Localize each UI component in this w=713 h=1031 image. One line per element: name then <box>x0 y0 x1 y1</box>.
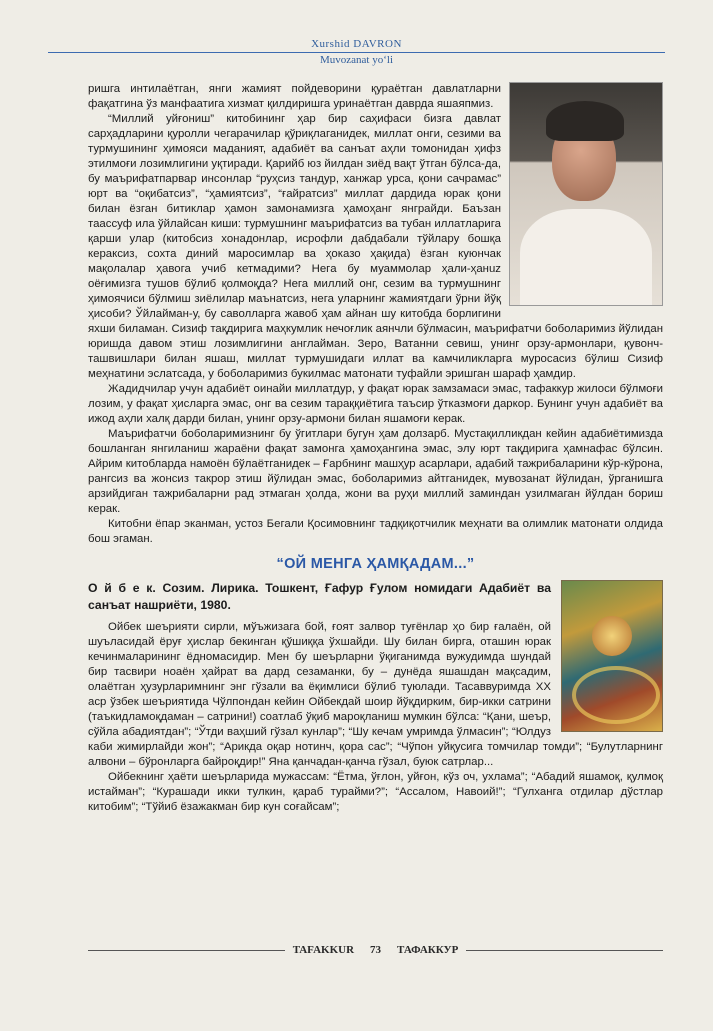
footer-rule-right <box>466 950 663 951</box>
section-title: “ОЙ МЕНГА ҲАМҚАДАМ...” <box>276 556 475 572</box>
header-series: Muvozanat yo‘li <box>319 54 393 66</box>
page-footer <box>88 944 663 956</box>
book-cover-image <box>561 580 663 732</box>
author-photo <box>509 82 663 306</box>
review-paragraph-1: Ойбек шеърияти сирли, мўъжизага бой, ғоят залвор туғёнлар ҳо бир ғалаён, ой шуълаcидай ёруғ ҳислар бекинган қўшиққа ўхшайди. Шу билан бирга, оташин юрак кечинмаларининг ёдномасидир. Мен бу шеърларни ўқиганимда вужудимда шундай бир тасвири ноаён ҳайрат ва дард сезаманки, бу – дунёда яшашдан мақсадим, олаётган ҳузурларимнинг энг гўзали ва ёқимлиси бўлиб туюлади. Тасаввуримда ХХ аср ўзбек шеъриятида Чўлпондан кейин Ойбекдай шоир йўқдирким, бир-икки сатрини (таъкидламоқдаман – сатрини!) соатлаб ўқиб мароқланиш мумкин бўлса: “Қани, шеър, сўйла абадиятдан”; “Ўтди ваҳший гўзал кунлар”; “Шу кечам умримда ўлмасин”; “Юлдуз каби жимирлайди жон”; “Арикда оқар нотинч, қора сас”; “Чўпон уйқусига томчилар томди”; “Булутларнинг алвони – бўронларга байроқдир!” Яна қанчадан-қанча гўзал, буюк сатрлар... <box>88 621 663 768</box>
article-paragraph-4: Маърифатчи боболаримизнинг бу ўгитлари бугун ҳам долзарб. Мустақилликдан кейин адабиётимизда бошланган янгиланиш жараёни фақат замонга ҳамоҳангина эмас, элу юрт тақдирига ҳамнафас бўлсин. Айрим китобларда намоён бўлаётганидек – Ғарбнинг машҳур асарлари, адабий тажрибаларини кўр-кўрона, рангсиз ва жонсиз такрор этиш йўлидан эмас, боболаримиз айтганидек, мувозанат йўлидан, ўрганишга арзийдиган тажрибаларни рад этмаган ҳолда, жони ва руҳи миллий заминдан узилмаган йўлдан бориш керак. <box>88 428 663 515</box>
cover-sun-shape <box>592 616 632 656</box>
footer-left-label: TAFAKKUR <box>292 944 355 956</box>
article-paragraph-5: Китобни ёпар эканман, устоз Бегали Қосимовнинг тадқиқотчилик меҳнати ва олимлик матонати олдида бош эгаман. <box>88 518 663 545</box>
cover-swirl-shape <box>572 666 660 724</box>
article-body <box>88 82 663 815</box>
book-bibliography: О й б е к. Созим. Лирика. Тошкент, Ғафур Ғулом номидаги Адабиёт ва санъат нашриёти, 1980. <box>88 581 551 612</box>
header-rule <box>48 52 665 53</box>
page-number: 73 <box>370 944 382 956</box>
photo-hair <box>546 101 624 141</box>
running-header <box>0 38 713 66</box>
header-author: Xurshid DAVRON <box>311 38 402 50</box>
review-paragraph-2: Ойбекнинг ҳаёти шеърларида мужассам: “Ётма, ўғлон, уйғон, кўз оч, ухлама”; “Абадий яшамоқ, қулмоқ истайман”; “Курашади икки тулкин, қараб турайми?”; “Ассалом, Навоий!”; “Гулханга отдилар дўстлар китобим”; “Тўйиб ёзажакман бир кун соғайсам”; <box>88 771 663 813</box>
article-paragraph-1: ришга интилаётган, янги жамият пойдеворини қураётган давлатларни фақатгина ўз манфаатига хизмат қилдиришга уринаётган даврда яшаяпмиз. <box>88 83 501 110</box>
photo-shirt <box>520 209 652 306</box>
footer-rule-left <box>88 950 285 951</box>
footer-right-label: ТАФАККУР <box>397 944 459 956</box>
article-paragraph-3: Жадидчилар учун адабиёт оинайи миллатдур, у фақат юрак замзамаси эмас, тафаккур жилоси бўлмоғи лозим, у фақат ҳисларга эмас, онг ва сезим тараққиётига таъсир ўтказмоғи даркор. Бунинг учун адабиёт ва ижод аҳли халқ дарди билан, унинг орзу-армони билан яшамоғи керак. <box>88 383 663 425</box>
article-paragraph-2: “Миллий уйғониш” китобининг ҳар бир саҳифаси бизга давлат сарҳадларини қуролли чегарачилар қўриқлаганидек, миллат онги, сезими ва турмушининг ҳимояси маданият, адабиёт ва санъат аҳли томонидан ҳифз этилмоғи лозимлигини уқтиради. Қарийб юз йилдан зиёд вақт ўтган бўлса-да, бу маърифатпарвар инсонлар “руҳсиз тандур, ханжар урса, қони сачрамас” юрт ва “оқибатсиз”, “ҳамиятсиз”, “ғайратсиз” миллат дардида юрак қони билан ёзган битиклар ҳамон замонамизга ҳамоҳанг янграйди. Баъзан таассуф ила ўйлайсан киши: турмушнинг маърифатсиз ва тубан иллатларига қарши улар (китобсиз хонадонлар, исрофли дабдабали тўйлару бошқа кераксиз, сохта диний маросимлар ва ҳоказо ҳақида) ёзган куюнчак мақолалар ҳавога учиб кетмадими? Негa бу муаммолар ҳали-ҳанuz оёғимизга тушов бўлиб қолмоқда? Нега миллий онг, сезим ва турмушнинг ҳимоячиси бўлмиш зиёлилар маънатсиз, нега уларнинг жамиятдаги ўрни йўқ ҳисоби? Ўйлайман-у, бу саволларга жавоб ҳам айнан шу китобда борлигини яхши биламан. Сизиф тақдирига маҳкумлик нечоғлик аянчли бўлмасин, маърифатчи боболаримиз йўлидан юришда давом этиш лозимлигини англайман. Зеро, Ватанни севиш, унинг орзу-армонлари, қувонч-ташвишлари билан яшаш, миллат турмушидаги иллат ва камчиликларга муросасиз бўлиш Сизиф меҳнатини эслатсада, у боболаримиз букилмас матонати туфайли эришган шараф ҳамдир. <box>88 113 663 380</box>
